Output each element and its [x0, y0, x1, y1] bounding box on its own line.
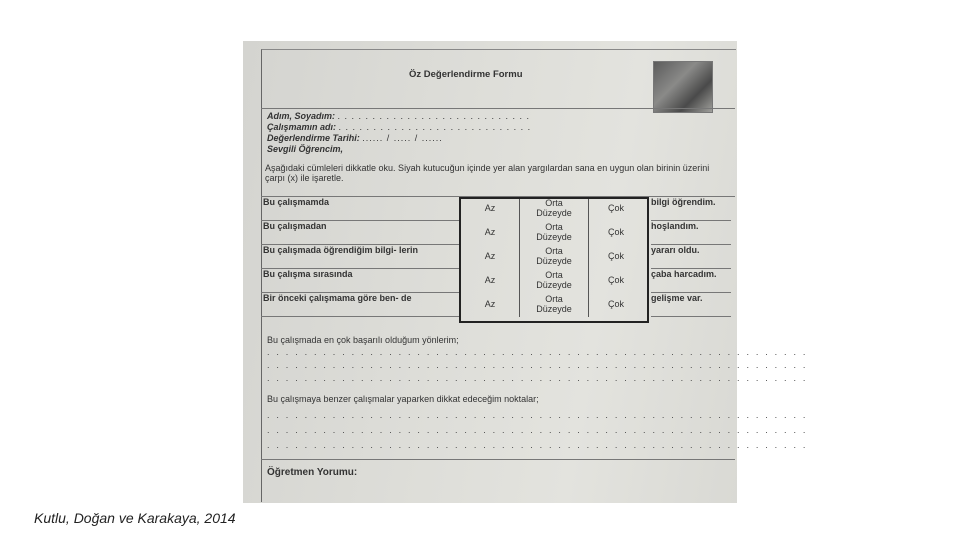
option-orta[interactable]: Orta Düzeyde [519, 269, 589, 293]
answer-line[interactable]: . . . . . . . . . . . . . . . . . . . . . . . . . . . . . . . . . . . . . . . . . . . . . . . . . . . . . . . . . . [267, 425, 808, 435]
row-left-label: Bu çalışmamda [261, 197, 459, 221]
option-orta[interactable]: Orta Düzeyde [519, 245, 589, 269]
answer-line[interactable]: . . . . . . . . . . . . . . . . . . . . . . . . . . . . . . . . . . . . . . . . . . . . . . . . . . . . . . . . . . [267, 373, 808, 383]
answer-line[interactable]: . . . . . . . . . . . . . . . . . . . . . . . . . . . . . . . . . . . . . . . . . . . . . . . . . . . . . . . . . . [267, 440, 808, 450]
answer-line[interactable]: . . . . . . . . . . . . . . . . . . . . . . . . . . . . . . . . . . . . . . . . . . . . . . . . . . . . . . . . . . [267, 410, 808, 420]
row-right-label: yararı oldu. [651, 245, 731, 269]
citation-caption: Kutlu, Doğan ve Karakaya, 2014 [34, 510, 236, 526]
form-photo-thumbnail [653, 61, 713, 113]
name-field: Adım, Soyadım: . . . . . . . . . . . . . . . . . . . . . . . . . . . . [267, 111, 531, 121]
option-orta[interactable]: Orta Düzeyde [519, 221, 589, 245]
row-left-label: Bu çalışmada öğrendiğim bilgi- lerin [261, 245, 459, 269]
divider [261, 459, 735, 460]
rating-box-frame [459, 197, 649, 323]
row-right-label: bilgi öğrendim. [651, 197, 731, 221]
option-az[interactable]: Az [484, 251, 496, 261]
option-az[interactable]: Az [484, 299, 496, 309]
row-left-label: Bu çalışmadan [261, 221, 459, 245]
answer-line[interactable]: . . . . . . . . . . . . . . . . . . . . . . . . . . . . . . . . . . . . . . . . . . . . . . . . . . . . . . . . . . [267, 347, 808, 357]
option-cok[interactable]: Çok [607, 251, 624, 261]
row-right-label: hoşlandım. [651, 221, 731, 245]
greeting: Sevgili Öğrencim, [267, 144, 344, 154]
form-title: Öz Değerlendirme Formu [409, 69, 523, 80]
row-right-label: gelişme var. [651, 293, 731, 317]
form-photo [243, 41, 808, 503]
option-cok[interactable]: Çok [607, 275, 624, 285]
option-cok[interactable]: Çok [607, 299, 624, 309]
instruction-text: Aşağıdaki cümleleri dikkatle oku. Siyah kutucuğun içinde yer alan yargılardan sana en uygun olan birinin üzerini çarpı (x) ile işaretle. [265, 163, 710, 183]
section-points-to-note: Bu çalışmaya benzer çalışmalar yaparken dikkat edeceğim noktalar; [267, 394, 539, 404]
teacher-comment-label: Öğretmen Yorumu: [267, 467, 358, 478]
option-orta[interactable]: Orta Düzeyde [519, 197, 589, 221]
row-left-label: Bir önceki çalışmama göre ben- de [261, 293, 459, 317]
date-field: Değerlendirme Tarihi: ...... / ..... / ...... [267, 133, 443, 143]
section-successful-aspects: Bu çalışmada en çok başarılı olduğum yönlerim; [267, 335, 459, 345]
row-left-label: Bu çalışma sırasında [261, 269, 459, 293]
option-cok[interactable]: Çok [607, 227, 624, 237]
option-az[interactable]: Az [484, 275, 496, 285]
option-az[interactable]: Az [484, 227, 496, 237]
row-right-label: çaba harcadım. [651, 269, 731, 293]
answer-line[interactable]: . . . . . . . . . . . . . . . . . . . . . . . . . . . . . . . . . . . . . . . . . . . . . . . . . . . . . . . . . . [267, 360, 808, 370]
work-name-field: Çalışmamın adı: . . . . . . . . . . . . . . . . . . . . . . . . . . . . [267, 122, 532, 132]
option-cok[interactable]: Çok [607, 203, 624, 213]
option-orta[interactable]: Orta Düzeyde [519, 293, 589, 317]
divider [261, 108, 735, 109]
option-az[interactable]: Az [484, 203, 496, 213]
